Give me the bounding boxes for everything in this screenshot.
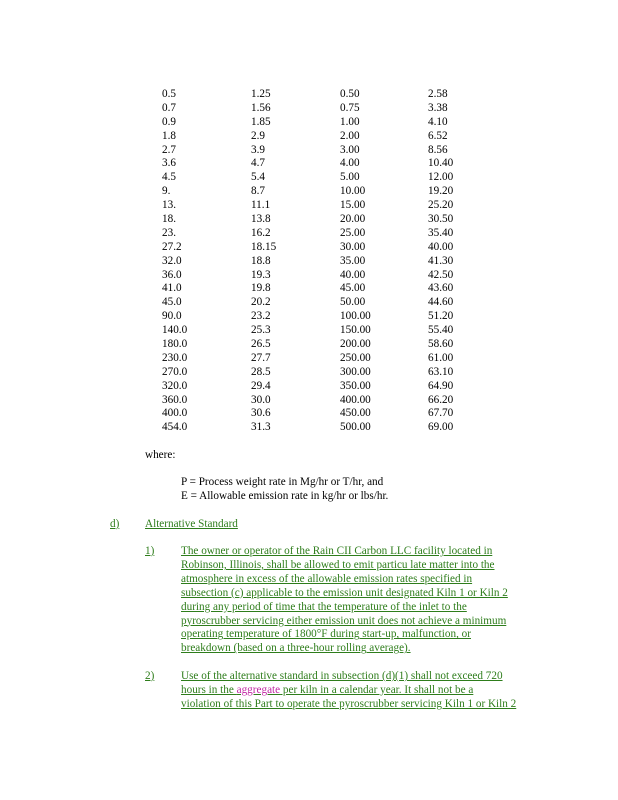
table-cell: 35.40 <box>428 226 454 239</box>
table-cell: 25.3 <box>251 324 271 337</box>
table-cell: 13.8 <box>251 213 271 226</box>
table-cell: 6.52 <box>428 129 448 142</box>
table-cell: 31.3 <box>251 421 271 434</box>
table-cell: 4.7 <box>251 157 265 170</box>
table-cell: 16.2 <box>251 226 271 239</box>
table-cell: 42.50 <box>428 268 454 281</box>
table-cell: 0.75 <box>340 101 360 114</box>
table-cell: 12.00 <box>428 171 454 184</box>
table-cell: 3.38 <box>428 101 448 114</box>
table-cell: 400.00 <box>340 393 371 406</box>
table-cell: 64.90 <box>428 379 454 392</box>
table-cell: 90.0 <box>162 310 182 323</box>
table-cell: 58.60 <box>428 338 454 351</box>
table-cell: 30.6 <box>251 407 271 420</box>
table-cell: 45.00 <box>340 282 366 295</box>
table-cell: 0.7 <box>162 101 176 114</box>
table-cell: 67.70 <box>428 407 454 420</box>
table-cell: 500.00 <box>340 421 371 434</box>
table-cell: 4.10 <box>428 115 448 128</box>
table-cell: 3.9 <box>251 143 265 156</box>
table-cell: 1.56 <box>251 101 271 114</box>
item-2-line-2-post: per kiln in a calendar year. It shall not be a <box>280 683 474 696</box>
item-2-line-2 <box>181 684 551 698</box>
table-cell: 1.25 <box>251 88 271 100</box>
table-cell: 320.0 <box>162 379 188 392</box>
item-1-line: The owner or operator of the Rain CII Carbon LLC facility located in <box>181 545 493 557</box>
item-1-line: during any period of time that the temperature of the inlet to the <box>181 600 467 613</box>
table-cell: 1.00 <box>340 115 360 128</box>
table-cell: 1.8 <box>162 129 176 142</box>
section-title: Alternative Standard <box>145 518 238 530</box>
table-cell: 25.20 <box>428 199 454 212</box>
table-cell: 4.00 <box>340 157 360 170</box>
table-cell: 3.6 <box>162 157 176 170</box>
table-cell: 8.56 <box>428 143 448 156</box>
table-cell: 150.00 <box>340 324 371 337</box>
table-cell: 55.40 <box>428 324 454 337</box>
item-1-text <box>181 545 551 656</box>
table-cell: 19.8 <box>251 282 271 295</box>
table-cell: 350.00 <box>340 379 371 392</box>
table-cell: 29.4 <box>251 379 271 392</box>
table-cell: 23.2 <box>251 310 271 323</box>
table-cell: 140.0 <box>162 324 188 337</box>
table-cell: 10.00 <box>340 185 366 198</box>
item-1-line: Robinson, Illinois, shall be allowed to emit particu late matter into the <box>181 558 495 571</box>
table-cell: 69.00 <box>428 421 454 434</box>
table-cell: 200.00 <box>340 338 371 351</box>
table-cell: 3.00 <box>340 143 360 156</box>
table-cell: 2.7 <box>162 143 176 156</box>
table-cell: 300.00 <box>340 365 371 378</box>
item-1-number: 1) <box>145 545 155 557</box>
table-cell: 0.50 <box>340 88 360 100</box>
table-cell: 61.00 <box>428 351 454 364</box>
table-cell: 15.00 <box>340 199 366 212</box>
table-cell: 66.20 <box>428 393 454 406</box>
definition-p: P = Process weight rate in Mg/hr or T/hr, and <box>181 476 384 488</box>
table-cell: 270.0 <box>162 365 188 378</box>
table-cell: 50.00 <box>340 296 366 309</box>
table-cell: 51.20 <box>428 310 454 323</box>
item-2-text <box>181 670 551 712</box>
where-label: where: <box>145 449 176 461</box>
table-cell: 23. <box>162 226 176 239</box>
table-cell: 19.3 <box>251 268 271 281</box>
table-cell: 400.0 <box>162 407 188 420</box>
table-cell: 26.5 <box>251 338 271 351</box>
table-cell: 454.0 <box>162 421 188 434</box>
item-2-line-2-pre: hours in the <box>181 683 237 696</box>
item-2-line-1: Use of the alternative standard in subsection (d)(1) shall not exceed 720 <box>181 670 503 682</box>
table-cell: 43.60 <box>428 282 454 295</box>
table-cell: 2.00 <box>340 129 360 142</box>
table-cell: 11.1 <box>251 199 271 212</box>
table-cell: 450.00 <box>340 407 371 420</box>
table-cell: 27.2 <box>162 240 182 253</box>
table-cell: 20.2 <box>251 296 271 309</box>
table-cell: 250.00 <box>340 351 371 364</box>
table-cell: 45.0 <box>162 296 182 309</box>
table-cell: 5.00 <box>340 171 360 184</box>
item-1-line: breakdown (based on a three-hour rolling average). <box>181 642 411 655</box>
table-cell: 100.00 <box>340 310 371 323</box>
table-cell: 230.0 <box>162 351 188 364</box>
item-1-line: operating temperature of 1800°F during start-up, malfunction, or <box>181 628 471 641</box>
table-cell: 10.40 <box>428 157 454 170</box>
table-cell: 41.30 <box>428 254 454 267</box>
table-cell: 8.7 <box>251 185 265 198</box>
table-cell: 19.20 <box>428 185 454 198</box>
table-cell: 18.8 <box>251 254 271 267</box>
table-cell: 180.0 <box>162 338 188 351</box>
table-cell: 20.00 <box>340 213 366 226</box>
table-cell: 30.0 <box>251 393 271 406</box>
table-cell: 63.10 <box>428 365 454 378</box>
table-cell: 25.00 <box>340 226 366 239</box>
table-cell: 41.0 <box>162 282 182 295</box>
table-cell: 18.15 <box>251 240 277 253</box>
table-cell: 2.58 <box>428 88 448 100</box>
table-cell: 35.00 <box>340 254 366 267</box>
table-cell: 44.60 <box>428 296 454 309</box>
table-cell: 18. <box>162 213 176 226</box>
table-cell: 13. <box>162 199 176 212</box>
table-cell: 1.85 <box>251 115 271 128</box>
table-cell: 28.5 <box>251 365 271 378</box>
table-cell: 5.4 <box>251 171 265 184</box>
table-cell: 360.0 <box>162 393 188 406</box>
table-cell: 36.0 <box>162 268 182 281</box>
table-cell: 30.50 <box>428 213 454 226</box>
table-cell: 0.5 <box>162 88 176 100</box>
item-2-number: 2) <box>145 670 155 682</box>
table-cell: 30.00 <box>340 240 366 253</box>
table-cell: 32.0 <box>162 254 182 267</box>
table-cell: 4.5 <box>162 171 176 184</box>
section-label: d) <box>110 518 120 530</box>
table-cell: 40.00 <box>428 240 454 253</box>
table-cell: 2.9 <box>251 129 265 142</box>
definition-e: E = Allowable emission rate in kg/hr or lbs/hr. <box>181 489 389 502</box>
table-cell: 9. <box>162 185 171 198</box>
table-cell: 0.9 <box>162 115 176 128</box>
item-1-line: atmosphere in excess of the allowable emission rates specified in <box>181 572 473 585</box>
item-1-line: pyroscrubber servicing either emission unit does not achieve a minimum <box>181 614 507 627</box>
table-cell: 40.00 <box>340 268 366 281</box>
definitions <box>181 476 388 503</box>
item-2-highlight: aggregate <box>236 683 281 696</box>
item-2-line-3: violation of this Part to operate the pyroscrubber servicing Kiln 1 or Kiln 2 <box>181 697 517 710</box>
table-cell: 27.7 <box>251 351 271 364</box>
item-1-line: subsection (c) applicable to the emission unit designated Kiln 1 or Kiln 2 <box>181 586 508 599</box>
